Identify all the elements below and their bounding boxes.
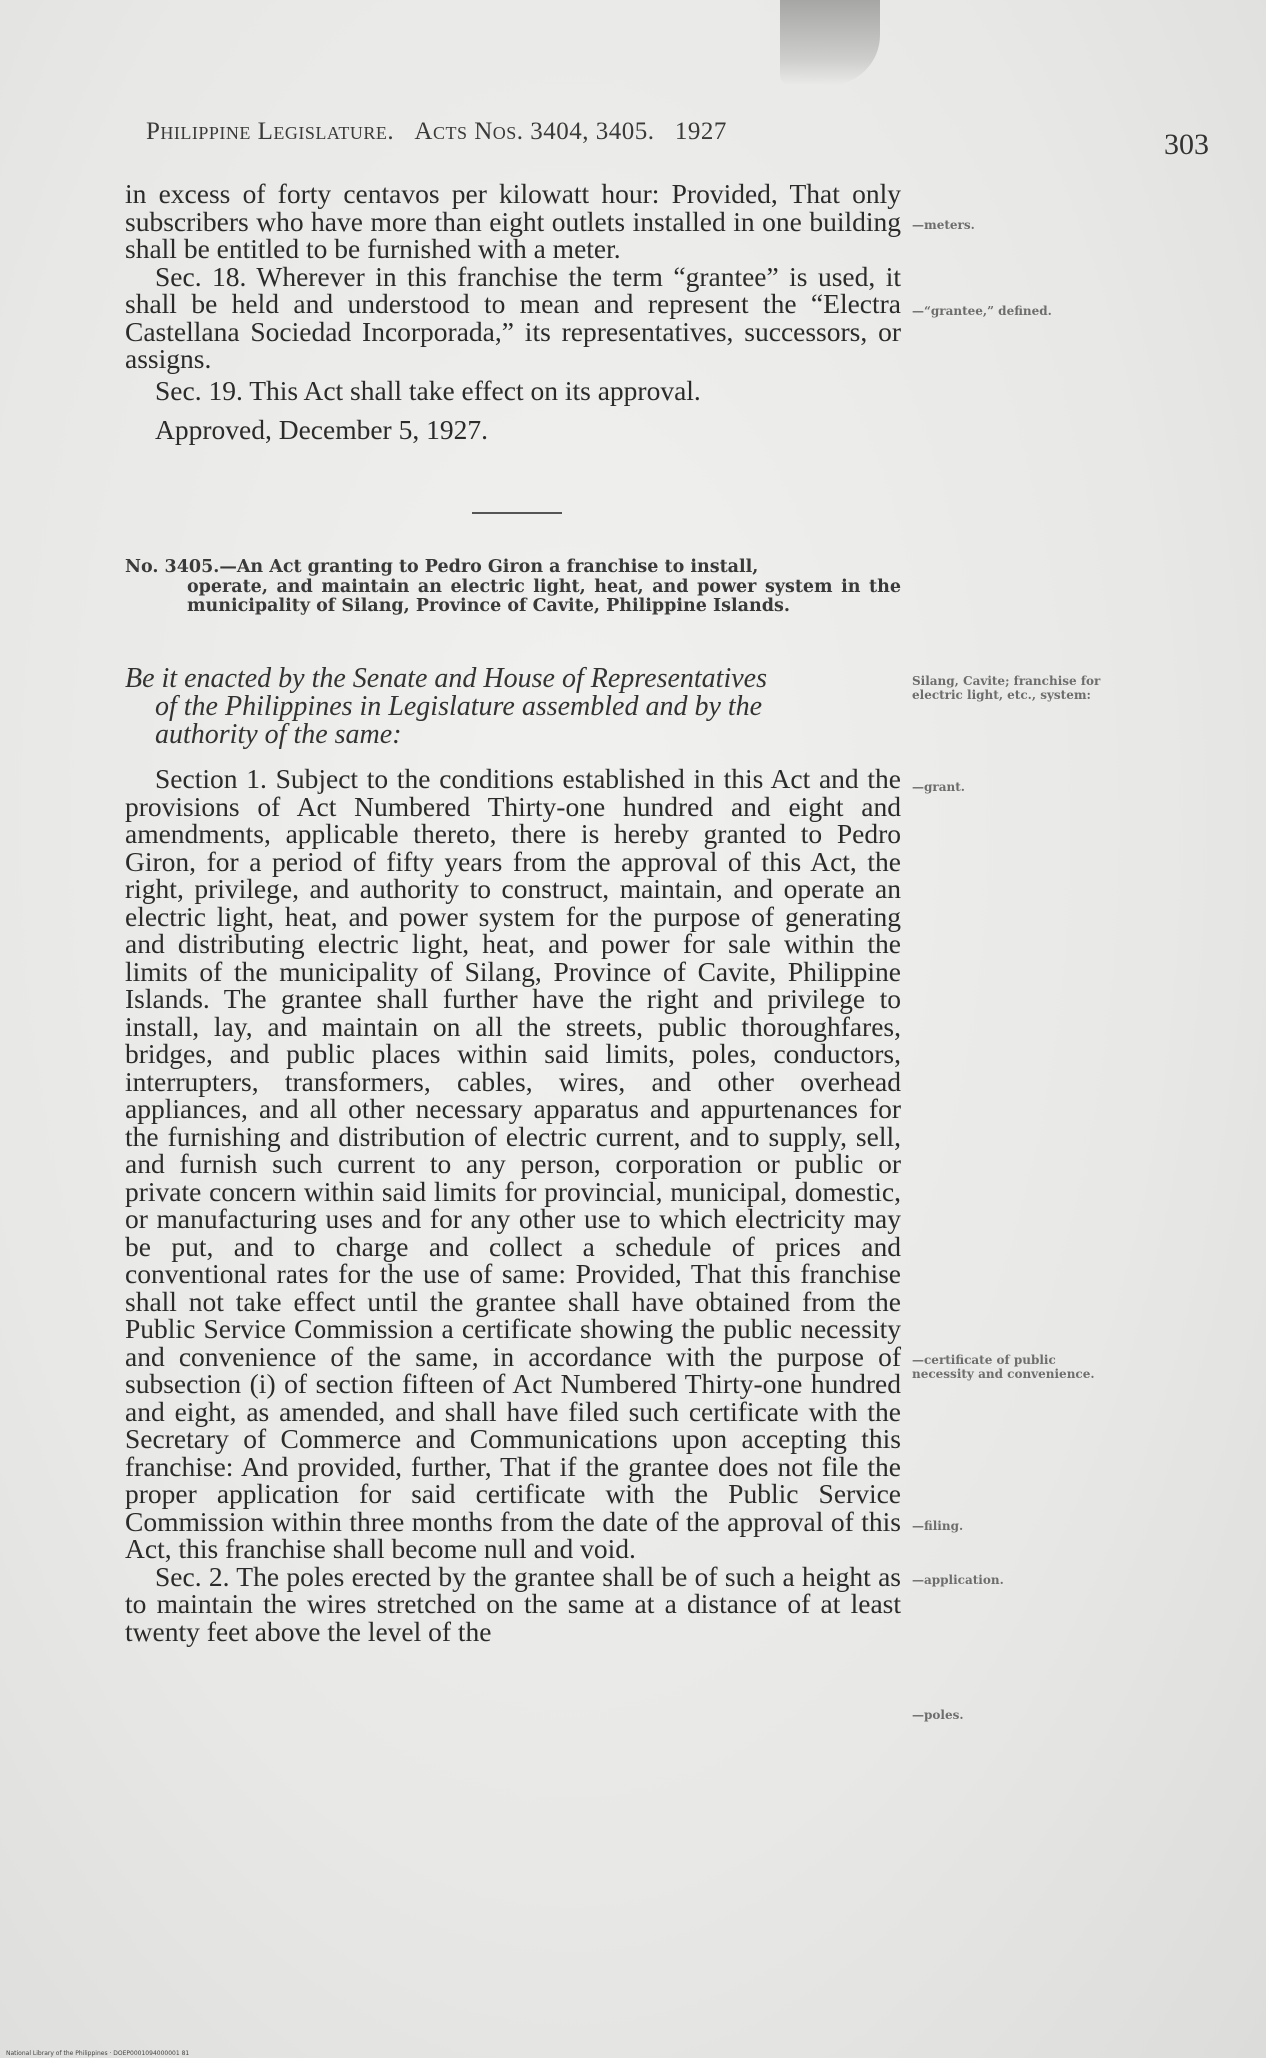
act-title-line1: No. 3405.—An Act granting to Pedro Giron a franchise to install, [125, 557, 759, 577]
section-19: Sec. 19. This Act shall take effect on its approval. [155, 374, 701, 406]
enacting-line2: of the Philippines in Legislature assembled and by the [155, 691, 763, 722]
act-title-rest: operate, and maintain an electric light, heat, and power system in the municipality of Silang, Province of Cavite, Philippine Islands. [187, 576, 901, 616]
scan-footer: National Library of the Philippines · DOEP0001094000001 81 [6, 2050, 190, 2057]
margin-note-meters: —meters. [912, 218, 975, 232]
margin-note-grant: —grant. [912, 780, 965, 794]
margin-note-silang: Silang, Cavite; franchise for electric light, etc., system: [912, 674, 1101, 702]
approval-date: Approved, December 5, 1927. [155, 414, 488, 445]
section-2-text: Sec. 2. The poles erected by the grantee shall be of such a height as to maintain the wires stretched on the same at a distance of at least twenty feet above the level of the [125, 1560, 901, 1647]
divider-rule [472, 512, 562, 514]
header-acts: Acts Nos. 3404, 3405. [414, 118, 655, 145]
enacting-clause [125, 665, 901, 749]
margin-note-poles: —poles. [912, 1708, 964, 1722]
page-number: 303 [1164, 128, 1209, 161]
act-title [125, 558, 901, 617]
enacting-line1: Be it enacted by the Senate and House of Representatives [125, 663, 767, 694]
margin-note-application: —application. [912, 1573, 1004, 1587]
section-1 [125, 765, 901, 1645]
header-title: Philippine Legislature. [146, 118, 395, 145]
paragraph-continuation: in excess of forty centavos per kilowatt hour: Provided, That only subscribers who have more than eight outlets installed in one building shall be entitled to be furnished with a meter. [125, 178, 901, 264]
section-18: Sec. 18. Wherever in this franchise the term “grantee” is used, it shall be held and understood to mean and represent the “Electra Castellana Sociedad Incorporada,” its representatives, successors, or assigns. [125, 260, 901, 374]
margin-note-filing: —filing. [912, 1519, 964, 1533]
running-head [146, 118, 906, 146]
margin-note-grantee: —“grantee,” defined. [912, 304, 1052, 318]
enacting-line3: authority of the same: [155, 719, 402, 750]
top-text-block [125, 180, 901, 444]
margin-note-certificate: —certificate of public necessity and convenience. [912, 1353, 1095, 1381]
section-1-text: Section 1. Subject to the conditions established in this Act and the provisions of Act Numbered Thirty-one hundred and eight and amendments, applicable thereto, there is hereby granted to Pedro Giron, for a period of fifty years from the approval of this Act, the right, privilege, and authority to construct, maintain, and operate an electric light, heat, and power system for the purpose of generating and distributing electric light, heat, and power for sale within the limits of the municipality of Silang, Province of Cavite, Philippine Islands. The grantee shall further have the right and privilege to install, lay, and maintain on all the streets, public thoroughfares, bridges, and public places within said limits, poles, conductors, interrupters, transformers, cables, wires, and other overhead appliances, and all other necessary apparatus and appurtenances for the furnishing and distribution of electric current, and to supply, sell, and furnish such current to any person, corporation or public or private concern within said limits for provincial, municipal, domestic, or manufacturing uses and for any other use to which electricity may be put, and to charge and collect a schedule of prices and conventional rates for the use of same: Provided, That this franchise shall not take effect until the grantee shall have obtained from the Public Service Commission a certificate showing the public necessity and convenience of the same, in accordance with the purpose of subsection (i) of section fifteen of Act Numbered Thirty-one hundred and eight, as amended, and shall have filed such certificate with the Secretary of Commerce and Communications upon accepting this franchise: And provided, further, That if the grantee does not file the proper application for said certificate with the Public Service Commission within three months from the date of the approval of this Act, this franchise shall become null and void. [125, 763, 901, 1564]
binder-clip-shadow [780, 0, 880, 85]
header-year: 1927 [674, 118, 727, 145]
